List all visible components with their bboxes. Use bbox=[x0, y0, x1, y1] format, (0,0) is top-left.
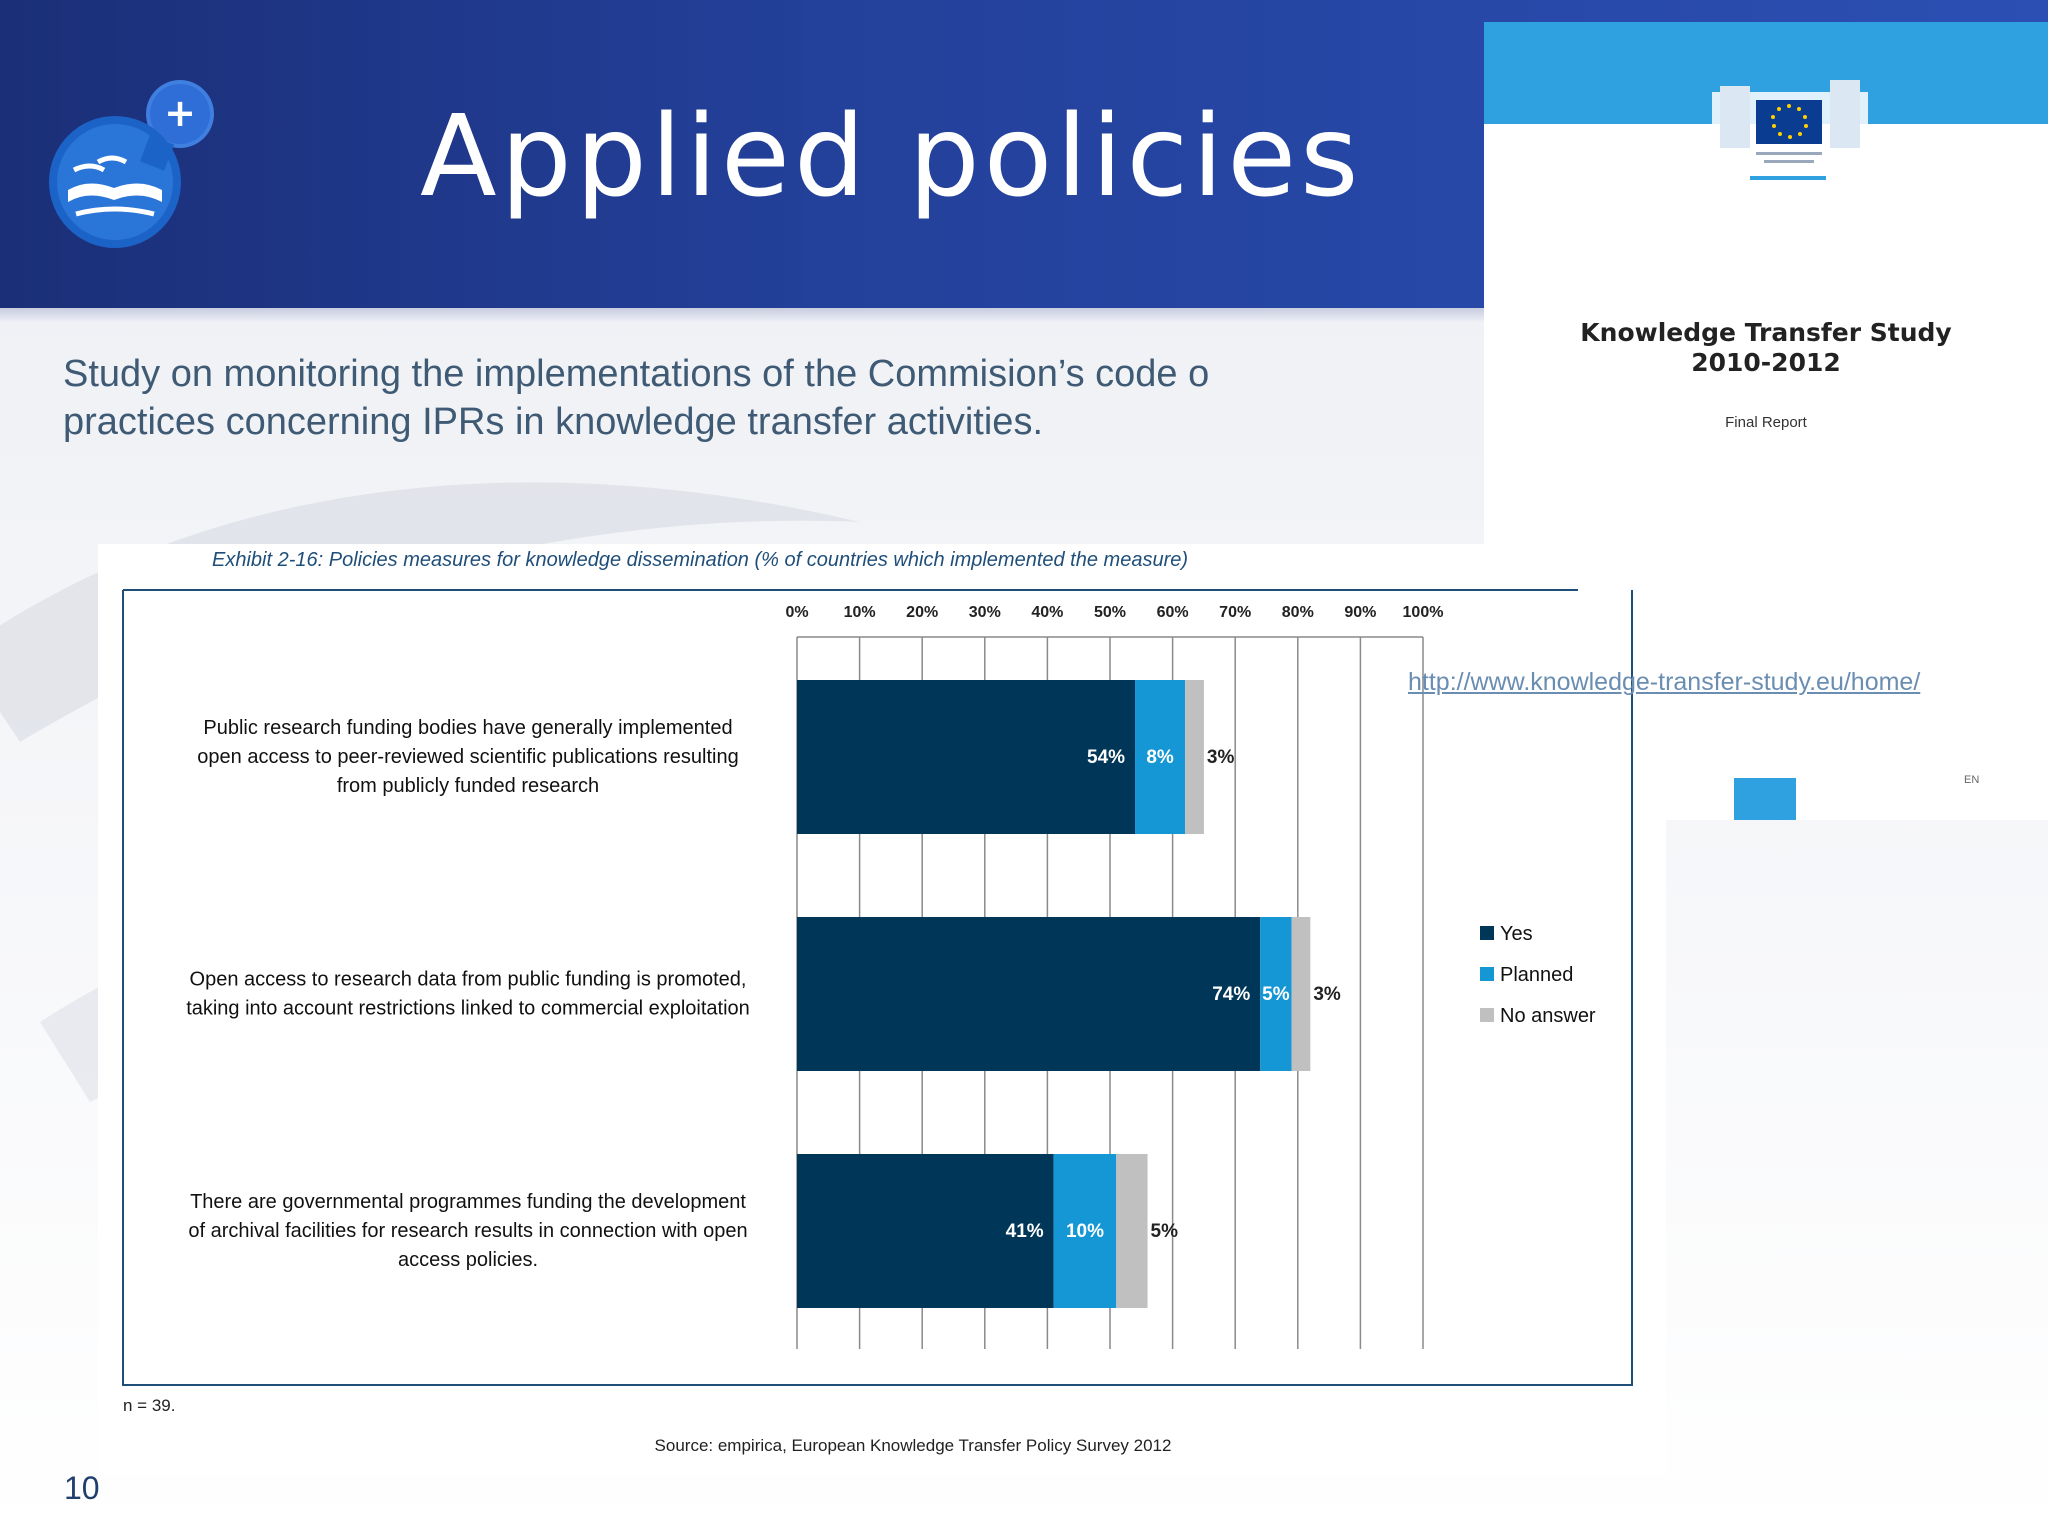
chart-note: n = 39. bbox=[123, 1396, 176, 1415]
x-tick-label: 60% bbox=[1156, 604, 1189, 621]
bar-yes bbox=[797, 917, 1260, 1071]
plus-book-waves-icon bbox=[40, 70, 230, 250]
category-label: from publicly funded research bbox=[336, 775, 600, 797]
data-label: 74% bbox=[1212, 984, 1251, 1005]
report-link[interactable]: http://www.knowledge-transfer-study.eu/home/ bbox=[1408, 668, 1921, 696]
slide-subtitle bbox=[63, 350, 1483, 446]
data-label: 10% bbox=[1065, 1221, 1104, 1242]
data-label: 5% bbox=[1262, 984, 1290, 1005]
category-label: open access to peer-reviewed scientific publications resulting bbox=[197, 746, 739, 768]
logo-plus-symbol: + bbox=[164, 91, 196, 135]
data-label: 3% bbox=[1313, 984, 1341, 1005]
cover-title-line-2: 2010-2012 bbox=[1691, 348, 1841, 377]
cover-subtitle: Final Report bbox=[1725, 414, 1807, 431]
x-tick-label: 0% bbox=[785, 604, 809, 621]
category-label: Open access to research data from public funding is promoted, bbox=[189, 968, 747, 991]
data-label: 3% bbox=[1206, 747, 1235, 768]
legend-label: Yes bbox=[1500, 923, 1533, 945]
legend-swatch bbox=[1480, 926, 1494, 940]
bar-no-answer bbox=[1116, 1154, 1147, 1308]
subtitle-line-1: Study on monitoring the implementations of the Commision’s code o bbox=[63, 353, 1210, 395]
cover-title bbox=[1484, 318, 2048, 378]
x-tick-label: 50% bbox=[1093, 604, 1127, 621]
bar-yes bbox=[797, 680, 1135, 834]
x-tick-label: 100% bbox=[1402, 604, 1444, 621]
legend-label: No answer bbox=[1500, 1005, 1596, 1027]
subtitle-line-2: practices concerning IPRs in knowledge transfer activities. bbox=[63, 401, 1044, 443]
x-tick-label: 90% bbox=[1344, 604, 1377, 621]
chart-source: Source: empirica, European Knowledge Transfer Policy Survey 2012 bbox=[654, 1436, 1172, 1455]
page-number: 10 bbox=[64, 1470, 100, 1506]
data-label: 5% bbox=[1150, 1221, 1179, 1242]
legend-label: Planned bbox=[1500, 964, 1574, 986]
cover-footer-mark: EN bbox=[1964, 774, 1980, 786]
data-label: 8% bbox=[1146, 747, 1174, 768]
data-label: 54% bbox=[1087, 747, 1126, 768]
eu-flag-building-icon bbox=[1710, 74, 1870, 184]
cover-title-line-1: Knowledge Transfer Study bbox=[1580, 318, 1952, 347]
page-title: Applied policies bbox=[420, 92, 1363, 222]
legend-swatch bbox=[1480, 967, 1494, 981]
x-tick-label: 30% bbox=[968, 604, 1001, 621]
chart-title: Exhibit 2-16: Policies measures for knowledge dissemination (% of countries which implemented the measure) bbox=[212, 549, 1189, 571]
cover-footer-block bbox=[1734, 778, 1796, 820]
category-label: There are governmental programmes funding the development bbox=[190, 1191, 746, 1213]
category-label: taking into account restrictions linked to commercial exploitation bbox=[186, 997, 750, 1020]
bar-no-answer bbox=[1292, 917, 1311, 1071]
category-label: of archival facilities for research results in connection with open bbox=[188, 1220, 748, 1242]
bar-no-answer bbox=[1185, 680, 1204, 834]
x-tick-label: 20% bbox=[906, 604, 939, 621]
data-label: 41% bbox=[1005, 1221, 1044, 1242]
x-tick-label: 10% bbox=[843, 604, 876, 621]
x-tick-label: 70% bbox=[1219, 604, 1252, 621]
x-tick-label: 80% bbox=[1281, 604, 1314, 621]
x-tick-label: 40% bbox=[1031, 604, 1064, 621]
legend-swatch bbox=[1480, 1008, 1494, 1022]
category-label: Public research funding bodies have generally implemented bbox=[203, 717, 733, 739]
category-label: access policies. bbox=[397, 1249, 539, 1271]
